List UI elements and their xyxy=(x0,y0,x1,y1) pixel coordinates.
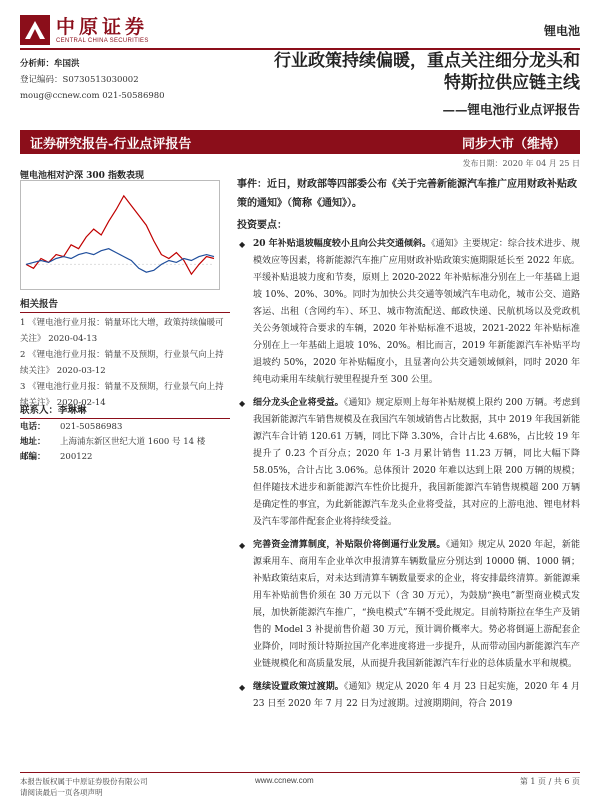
page-number: 第 1 页 / 共 6 页 xyxy=(519,777,580,786)
bullet-icon: ◆ xyxy=(239,399,246,408)
sector-label: 锂电池 xyxy=(543,24,580,38)
footer-disclaimer xyxy=(20,776,148,798)
footer-website[interactable]: www.ccnew.com xyxy=(255,776,314,785)
chart-title: 锂电池相对沪深 300 指数表现 xyxy=(20,171,145,181)
report-subtitle: ——锂电池行业点评报告 xyxy=(442,102,580,117)
key-point-text: 《通知》规定从 2020 年 4 月 23 日起实施，2020 年 4 月 23 日至 2020 年 7 月 22 日为过渡期。过渡期期间，符合 2019 xyxy=(253,682,580,709)
key-point-lead: 细分龙头企业将受益。 xyxy=(253,398,344,408)
address-value: 上海浦东新区世纪大道 1600 号 14 楼 xyxy=(60,437,206,447)
related-reports xyxy=(20,315,230,411)
bullet-icon: ◆ xyxy=(239,683,246,692)
key-points-heading: 投资要点： xyxy=(237,220,287,231)
key-point xyxy=(237,395,580,531)
key-point xyxy=(237,537,580,673)
footer-copyright: 本报告版权属于中原证券股份有限公司 xyxy=(20,777,148,786)
report-title-line2: 特斯拉供应链主线 xyxy=(444,73,580,93)
key-point-text: 《通知》主要规定：综合技术进步、规模效应等因素，将新能源汽车推广应用财政补贴政策实施期限延长至 2022 年底。平缓补贴退坡力度和节奏，原则上 2020-2022 年补贴标准分别在上一年基础上退坡 10%、20%、30%。同时为加快公共交通等领域汽车电动化，城市公交、道路客运、出租（含网约车）、环卫、城市物流配送、邮政快递、民航机场以及党政机关公务领域符合要求的车辆，2020 年补贴标准不退坡，2021-2022 年补贴标准分别在上一年基础上退坡 10%、20%。相比而言，2019 年新能源汽车补贴平均退坡约 50%，2020 年补贴幅度小，且显著向公共交通领域倾斜，同时 2020 年纯电动乘用车续航行驶里程提升至 300 公里。 xyxy=(253,239,580,385)
company-logo xyxy=(20,12,190,48)
key-point-lead: 完善资金清算制度，补贴限价将倒逼行业发展。 xyxy=(253,540,446,550)
key-point-text: 《通知》规定从 2020 年起，新能源乘用车、商用车企业单次申报清算车辆数量应分别达到 10000 辆、1000 辆；补贴政策结束后，对未达到清算车辆数量要求的企业，将安排最终清算。新能源乘用车补贴前售价须在 30 万元以下（含 30 万元），为鼓励“换电”新型商业模式发展，加快新能源汽车推广，“换电模式”车辆不受此规定。目前特斯拉在华生产及销售的 Model 3 补提前售价超 30 万元，预计调价概率大。势必将倒逼上游配套企业降价，同时预计特斯拉国产化率进度将进一步提升，从而带动国内新能源汽车产业链规模化和高质量发展，从而提升我国新能源汽车行业的总体质量水平和规模。 xyxy=(253,540,580,669)
phone-value: 021-50586983 xyxy=(60,422,123,432)
zip-value: 200122 xyxy=(60,452,93,462)
main-body xyxy=(237,175,580,719)
related-report-item[interactable]: 2 《锂电池行业月报：销量不及预期，行业景气向上持续关注》 2020-03-12 xyxy=(20,350,224,376)
contact-heading: 联系人：李琳琳 xyxy=(20,402,230,419)
analyst-info xyxy=(20,56,210,104)
zip-label: 邮编： xyxy=(20,452,46,462)
key-point xyxy=(237,236,580,389)
phone-label: 电话： xyxy=(20,422,46,432)
footer-notice: 请阅读最后一页各项声明 xyxy=(20,788,103,797)
footer-divider xyxy=(20,772,580,773)
bullet-icon: ◆ xyxy=(239,240,246,249)
contact-info xyxy=(20,420,230,465)
chart-frame xyxy=(21,181,220,290)
key-point-lead: 继续设置政策过渡期。 xyxy=(253,682,344,692)
event-summary: 事件：近日，财政部等四部委公布《关于完善新能源汽车推广应用财政补贴政策的通知》（简称《通知》）。 xyxy=(237,179,577,209)
analyst-reg: 登记编码：S0730513030002 xyxy=(20,75,139,85)
report-type: 证券研究报告-行业点评报告 xyxy=(30,136,192,152)
analyst-contact: moug@ccnew.com 021-50586980 xyxy=(20,91,165,101)
report-title-line1: 行业政策持续偏暖，重点关注细分龙头和 xyxy=(274,51,580,71)
address-label: 地址： xyxy=(20,437,46,447)
logo-text-cn: 中原证券 xyxy=(56,16,149,38)
rating: 同步大市（维持） xyxy=(461,136,566,152)
bullet-icon: ◆ xyxy=(239,541,246,550)
analyst-name: 分析师：牟国洪 xyxy=(20,59,80,69)
report-type-band xyxy=(20,130,580,154)
key-point-lead: 20 年补贴退坡幅度较小且向公共交通倾斜。 xyxy=(253,239,432,249)
key-point xyxy=(237,679,580,713)
logo-mark-icon xyxy=(20,15,50,45)
related-reports-heading: 相关报告 xyxy=(20,296,230,313)
related-report-item[interactable]: 1 《锂电池行业月报：销量环比大增，政策持续偏暖可关注》 2020-04-13 xyxy=(20,318,224,344)
report-title-block xyxy=(215,50,580,118)
performance-chart xyxy=(20,180,220,290)
key-point-text: 《通知》规定原则上每年补贴规模上限约 200 万辆。考虑到我国新能源汽车销售规模及在我国汽车领域销售占比数据，其中 2019 年我国新能源汽车合计销 120.61 万辆，同比下降 3.30%，合计占比 4.68%，占比较 19 年提升了 0.23 个百分点；2020 年 1-3 月累计销售 11.23 万辆，同比大幅下降 58.05%，合计占比 3.06%。总体预计 2020 年难以达到上限 200 万辆的规模；但伴随技术进步和新能源汽车性价比提升，我国新能源汽车销售规模超 200 万辆是确定性的事宜，为此新能源汽车龙头企业将受益，其对应的上游电池、锂电材料及汽车零部件配套企业将持续受益。 xyxy=(253,398,580,527)
related-report-item[interactable]: 3 《锂电池行业月报：销量不及预期，行业景气向上持续关注》 2020-02-14 xyxy=(20,382,224,408)
logo-text-en: CENTRAL CHINA SECURITIES xyxy=(56,38,149,44)
publish-date: 发布日期：2020 年 04 月 25 日 xyxy=(462,159,580,168)
